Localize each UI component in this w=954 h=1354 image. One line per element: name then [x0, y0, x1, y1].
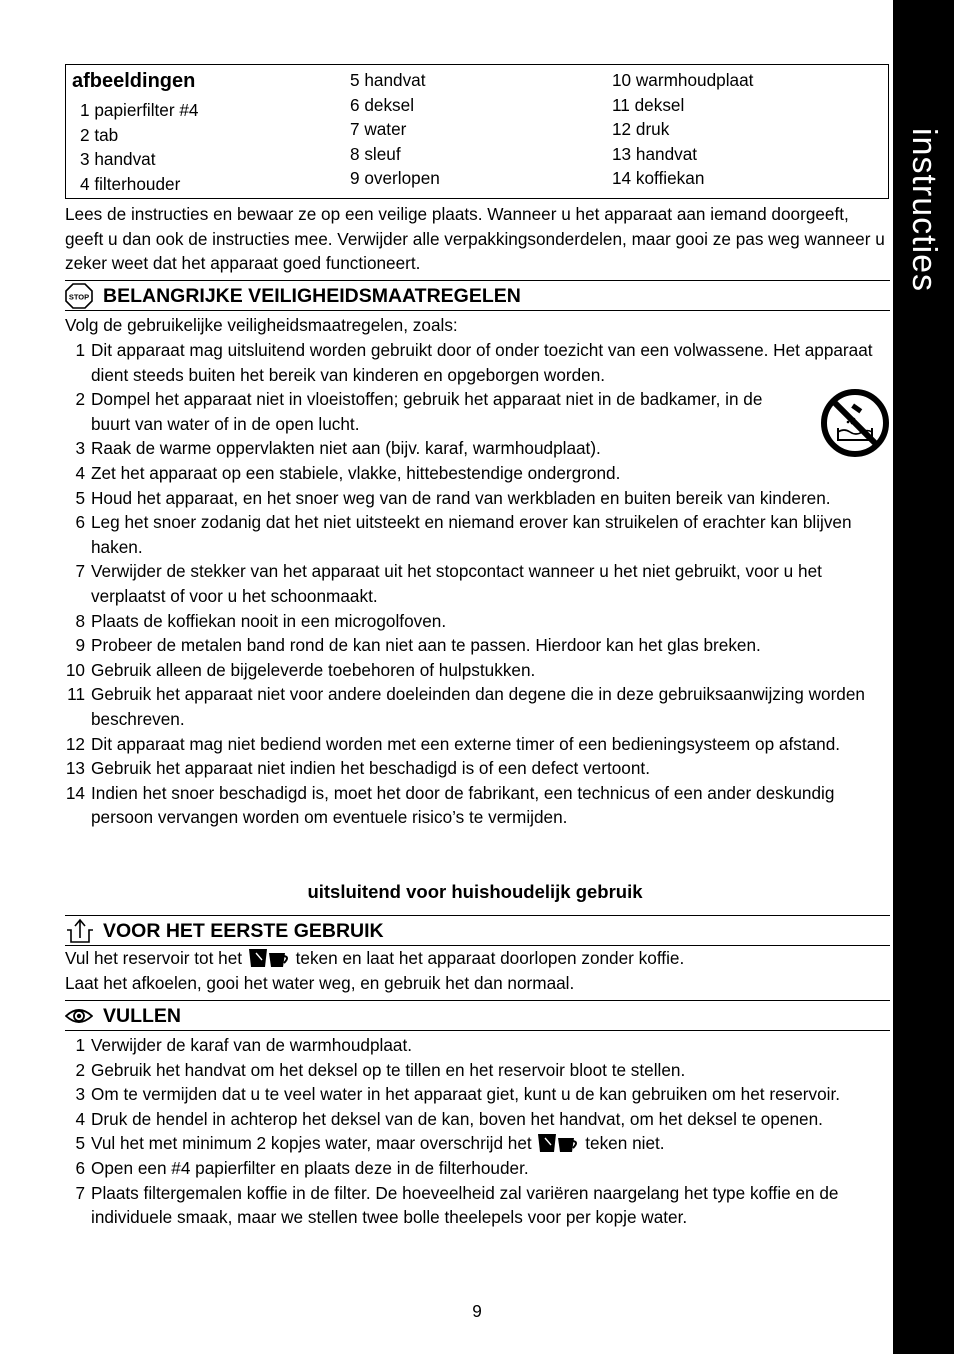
item-number: 4 — [75, 1108, 85, 1129]
list-item — [65, 1107, 885, 1132]
part-item: 7 water — [350, 119, 407, 140]
item-text: Om te vermijden dat u te veel water in het apparaat giet, kunt u de kan gebruiken om het reservoir. — [91, 1084, 841, 1105]
item-text: Raak de warme oppervlakten niet aan (bijv. karaf, warmhoudplaat). — [91, 438, 601, 459]
sidebar-title: instructies — [905, 128, 943, 293]
parts-list-box — [65, 64, 889, 199]
eye-icon — [65, 1003, 93, 1029]
item-text: Houd het apparaat, en het snoer weg van de rand van werkbladen en buiten bereik van kinderen. — [91, 487, 831, 508]
filling-list — [65, 1033, 885, 1230]
item-number: 13 — [65, 758, 85, 779]
parts-column-3 — [612, 68, 753, 191]
item-number: 6 — [75, 1157, 85, 1178]
item-number: 10 — [65, 659, 85, 680]
safety-heading — [65, 280, 890, 311]
item-number: 11 — [67, 684, 85, 705]
item-text: Leg het snoer zodanig dat het niet uitsteekt en niemand erover kan struikelen of erachter kan blijven haken. — [91, 512, 852, 557]
item-text: Druk de hendel in achterop het deksel van de kan, boven het handvat, om het deksel te openen. — [91, 1108, 823, 1129]
item-number: 4 — [75, 462, 85, 483]
list-item — [65, 633, 877, 658]
list-item — [65, 338, 877, 387]
part-item: 8 sleuf — [350, 143, 401, 164]
first-use-heading-label: VOOR HET EERSTE GEBRUIK — [103, 920, 384, 942]
item-number: 7 — [75, 1182, 85, 1203]
item-text: Dit apparaat mag uitsluitend worden gebruikt door of onder toezicht van een volwassene. Het apparaat dient steeds buiten het bereik van kinderen en opgeborgen worden. — [91, 340, 873, 385]
page-number: 9 — [472, 1301, 482, 1321]
part-item: 12 druk — [612, 119, 670, 140]
no-water-immersion-icon — [820, 388, 890, 458]
item-number: 9 — [75, 635, 85, 656]
list-item — [65, 756, 877, 781]
item-text: Gebruik het handvat om het deksel op te tillen en het reservoir bloot te stellen. — [91, 1059, 686, 1080]
household-use-note: uitsluitend voor huishoudelijk gebruik — [307, 881, 643, 902]
list-item — [65, 486, 877, 511]
part-item: 3 handvat — [80, 149, 156, 170]
item-number: 3 — [75, 1084, 85, 1105]
item-number: 1 — [75, 340, 85, 360]
parts-column-2 — [350, 68, 440, 191]
list-item — [65, 436, 877, 461]
item-number: 2 — [75, 1059, 85, 1080]
item-number: 12 — [65, 733, 85, 754]
part-item: 13 handvat — [612, 143, 698, 164]
item-text: Indien het snoer beschadigd is, moet het door de fabrikant, een technicus of een ander deskundig persoon vervangen worden om eventuele risico’s te vermijden. — [91, 782, 835, 828]
item-number: 5 — [75, 487, 85, 508]
item-text-end: teken niet. — [585, 1133, 665, 1154]
item-text: Dit apparaat mag niet bediend worden met een externe timer of een bedieningsysteem op afstand. — [91, 733, 841, 754]
safety-lead: Volg de gebruikelijke veiligheidsmaatregelen, zoals: — [65, 315, 458, 335]
list-item — [65, 1181, 885, 1230]
item-text: Verwijder de karaf van de warmhoudplaat. — [91, 1035, 413, 1055]
list-item — [65, 461, 877, 486]
item-text: Probeer de metalen band rond de kan niet aan te passen. Hierdoor kan het glas breken. — [91, 635, 761, 656]
list-item — [65, 658, 877, 683]
parts-column-1 — [80, 98, 198, 196]
first-use-heading — [65, 915, 890, 946]
item-text: Open een #4 papierfilter en plaats deze in de filterhouder. — [91, 1157, 529, 1178]
first-use-line-1 — [65, 946, 885, 971]
item-text: Vul het met minimum 2 kopjes water, maar overschrijd het — [91, 1133, 532, 1154]
list-item — [65, 510, 877, 559]
item-number: 6 — [75, 512, 85, 533]
item-text: Plaats filtergemalen koffie in de filter. De hoeveelheid zal variëren naargelang het type koffie en de individuele smaak, maar we stellen twee bolle theelepels voor per kopje water. — [91, 1182, 839, 1228]
item-number: 7 — [75, 561, 85, 582]
list-item — [65, 387, 877, 436]
safety-heading-label: BELANGRIJKE VEILIGHEIDSMAATREGELEN — [103, 285, 521, 307]
list-item — [65, 559, 877, 608]
list-item — [65, 682, 877, 731]
item-number: 14 — [65, 782, 85, 803]
item-text: Zet het apparaat op een stabiele, vlakke, hittebestendige ondergrond. — [91, 462, 621, 483]
parts-title: afbeeldingen — [72, 70, 196, 92]
part-item: 4 filterhouder — [80, 173, 181, 194]
first-use-text — [65, 946, 885, 995]
list-item — [65, 1156, 885, 1181]
safety-list — [65, 338, 877, 830]
list-item — [65, 1058, 885, 1083]
list-item — [65, 1033, 885, 1058]
filling-heading — [65, 1000, 890, 1031]
list-item — [65, 732, 877, 757]
item-text: Plaats de koffiekan nooit in een microgolfoven. — [91, 610, 447, 631]
item-text: Gebruik alleen de bijgeleverde toebehoren of hulpstukken. — [91, 659, 536, 680]
part-item: 9 overlopen — [350, 168, 440, 189]
item-number: 2 — [75, 389, 85, 410]
intro-paragraph: Lees de instructies en bewaar ze op een veilige plaats. Wanneer u het apparaat aan iemand doorgeeft, geeft u dan ook de instructies mee. Verwijder alle verpakkingsonderdelen, maar gooi ze pas weg wanneer u zeker weet dat het apparaat goed functioneert. — [65, 204, 885, 274]
part-item: 6 deksel — [350, 94, 415, 115]
first-use-line-1-start: Vul het reservoir tot het — [65, 948, 243, 968]
item-text: Gebruik het apparaat niet indien het beschadigd is of een defect vertoont. — [91, 758, 650, 779]
part-item: 2 tab — [80, 124, 119, 145]
list-item — [65, 1082, 885, 1107]
part-item: 10 warmhoudplaat — [612, 70, 754, 90]
first-use-line-2: Laat het afkoelen, gooi het water weg, en gebruik het dan normaal. — [65, 972, 575, 993]
max-cups-mark-icon — [536, 1133, 580, 1153]
item-number: 3 — [75, 438, 85, 459]
list-item — [65, 1131, 885, 1156]
part-item: 5 handvat — [350, 70, 426, 90]
filling-heading-label: VULLEN — [103, 1005, 181, 1027]
list-item — [65, 781, 877, 830]
part-item: 14 koffiekan — [612, 168, 705, 189]
stop-sign-text: STOP — [68, 292, 90, 302]
item-text: Verwijder de stekker van het apparaat uit het stopcontact wanneer u het niet gebruikt, voor u het verplaatst of voor u het schoonmaakt. — [91, 561, 822, 606]
part-item: 1 papierfilter #4 — [80, 100, 199, 120]
item-number: 8 — [75, 610, 85, 631]
item-text: Dompel het apparaat niet in vloeistoffen; gebruik het apparaat niet in de badkamer, in de buurt van water of in de open lucht. — [91, 389, 763, 434]
appliance-arrow-icon — [65, 918, 93, 944]
part-item: 11 deksel — [612, 94, 685, 115]
item-text: Gebruik het apparaat niet voor andere doeleinden dan degene die in deze gebruiksaanwijzing worden beschreven. — [91, 684, 865, 729]
first-use-line-1-end: teken en laat het apparaat doorlopen zonder koffie. — [295, 948, 685, 968]
item-number: 5 — [75, 1133, 85, 1154]
list-item — [65, 609, 877, 634]
max-cups-mark-icon — [247, 948, 291, 968]
item-number: 1 — [75, 1035, 85, 1055]
stop-sign-icon — [65, 283, 93, 309]
